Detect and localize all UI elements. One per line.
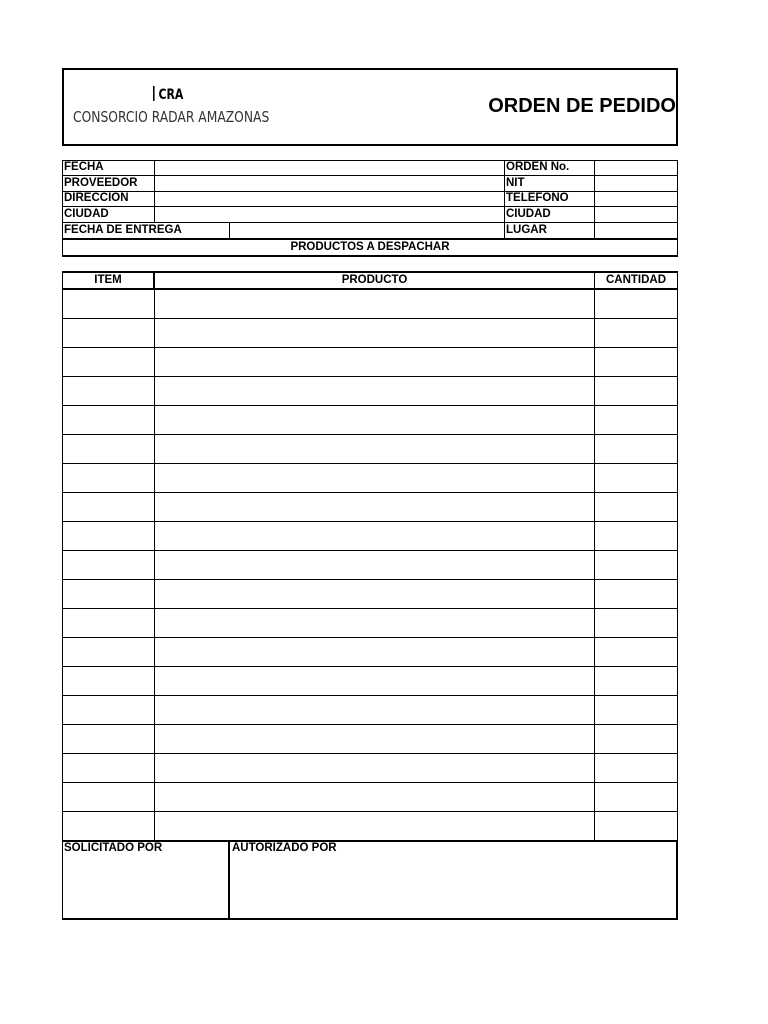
field-orden-no[interactable] bbox=[595, 161, 677, 175]
cell-cantidad[interactable] bbox=[595, 290, 677, 318]
cell-cantidad[interactable] bbox=[595, 551, 677, 579]
cell-producto[interactable] bbox=[155, 609, 594, 637]
cell-producto[interactable] bbox=[155, 638, 594, 666]
field-autorizado-por[interactable] bbox=[232, 858, 675, 916]
cell-cantidad[interactable] bbox=[595, 580, 677, 608]
cell-producto[interactable] bbox=[155, 493, 594, 521]
cell-item[interactable] bbox=[63, 464, 154, 492]
cell-item[interactable] bbox=[63, 493, 154, 521]
cell-item[interactable] bbox=[63, 754, 154, 782]
cell-producto[interactable] bbox=[155, 754, 594, 782]
label-direccion: DIRECCIÓN bbox=[64, 192, 129, 204]
field-direccion[interactable] bbox=[155, 192, 504, 206]
cell-cantidad[interactable] bbox=[595, 725, 677, 753]
field-fecha-entrega[interactable] bbox=[230, 223, 504, 238]
cell-producto[interactable] bbox=[155, 783, 594, 811]
field-solicitado-por[interactable] bbox=[64, 858, 227, 916]
cell-producto[interactable] bbox=[155, 696, 594, 724]
label-autorizado-por: AUTORIZADO POR bbox=[232, 842, 337, 854]
cell-item[interactable] bbox=[63, 609, 154, 637]
cell-producto[interactable] bbox=[155, 812, 594, 840]
field-nit[interactable] bbox=[595, 176, 677, 191]
cell-item[interactable] bbox=[63, 696, 154, 724]
cell-producto[interactable] bbox=[155, 319, 594, 347]
cell-cantidad[interactable] bbox=[595, 464, 677, 492]
cell-cantidad[interactable] bbox=[595, 348, 677, 376]
cell-cantidad[interactable] bbox=[595, 377, 677, 405]
field-ciudad[interactable] bbox=[155, 207, 504, 222]
cell-cantidad[interactable] bbox=[595, 696, 677, 724]
cell-producto[interactable] bbox=[155, 348, 594, 376]
cell-item[interactable] bbox=[63, 667, 154, 695]
label-nit: NIT bbox=[506, 177, 525, 189]
cell-item[interactable] bbox=[63, 406, 154, 434]
document-header bbox=[62, 68, 678, 146]
cell-producto[interactable] bbox=[155, 435, 594, 463]
label-lugar: LUGAR bbox=[506, 224, 547, 236]
cell-item[interactable] bbox=[63, 522, 154, 550]
cell-item[interactable] bbox=[63, 580, 154, 608]
company-name: CONSORCIO RADAR AMAZONAS bbox=[73, 108, 270, 126]
cell-cantidad[interactable] bbox=[595, 638, 677, 666]
section-title: PRODUCTOS A DESPACHAR bbox=[290, 241, 450, 253]
cell-cantidad[interactable] bbox=[595, 783, 677, 811]
cell-producto[interactable] bbox=[155, 551, 594, 579]
cell-item[interactable] bbox=[63, 812, 154, 840]
cell-item[interactable] bbox=[63, 551, 154, 579]
label-ciudad: CIUDAD bbox=[64, 208, 109, 220]
cell-item[interactable] bbox=[63, 290, 154, 318]
cell-item[interactable] bbox=[63, 783, 154, 811]
cell-producto[interactable] bbox=[155, 290, 594, 318]
company-logo bbox=[153, 86, 183, 103]
cell-producto[interactable] bbox=[155, 377, 594, 405]
cell-cantidad[interactable] bbox=[595, 609, 677, 637]
cell-producto[interactable] bbox=[155, 580, 594, 608]
document-title: ORDEN DE PEDIDO bbox=[488, 95, 676, 117]
cell-cantidad[interactable] bbox=[595, 522, 677, 550]
cell-item[interactable] bbox=[63, 725, 154, 753]
cell-item[interactable] bbox=[63, 319, 154, 347]
label-telefono: TELEFONO bbox=[506, 192, 569, 204]
label-orden-no: ORDEN No. bbox=[506, 161, 570, 173]
field-fecha[interactable] bbox=[155, 161, 504, 175]
field-telefono[interactable] bbox=[595, 192, 677, 206]
cell-cantidad[interactable] bbox=[595, 493, 677, 521]
cell-cantidad[interactable] bbox=[595, 667, 677, 695]
cell-producto[interactable] bbox=[155, 406, 594, 434]
cell-cantidad[interactable] bbox=[595, 754, 677, 782]
logo-text: CRA bbox=[158, 87, 184, 103]
label-ciudad-right: CIUDAD bbox=[506, 208, 551, 220]
cell-cantidad[interactable] bbox=[595, 812, 677, 840]
column-header-cantidad: CANTIDAD bbox=[605, 274, 667, 286]
cell-cantidad[interactable] bbox=[595, 435, 677, 463]
cell-item[interactable] bbox=[63, 377, 154, 405]
cell-item[interactable] bbox=[63, 638, 154, 666]
cell-cantidad[interactable] bbox=[595, 319, 677, 347]
label-solicitado-por: SOLICITADO POR bbox=[64, 842, 163, 854]
cell-producto[interactable] bbox=[155, 522, 594, 550]
column-header-producto: PRODUCTO bbox=[341, 274, 408, 286]
cell-cantidad[interactable] bbox=[595, 406, 677, 434]
cell-producto[interactable] bbox=[155, 725, 594, 753]
field-proveedor[interactable] bbox=[155, 176, 504, 191]
logo-bar-icon bbox=[153, 86, 155, 101]
field-lugar[interactable] bbox=[595, 223, 677, 238]
label-proveedor: PROVEEDOR bbox=[64, 177, 138, 189]
label-fecha: FECHA bbox=[64, 161, 104, 173]
field-ciudad-right[interactable] bbox=[595, 207, 677, 222]
label-fecha-entrega: FECHA DE ENTREGA bbox=[64, 224, 182, 236]
cell-item[interactable] bbox=[63, 435, 154, 463]
cell-producto[interactable] bbox=[155, 667, 594, 695]
cell-item[interactable] bbox=[63, 348, 154, 376]
column-header-item: ITEM bbox=[94, 274, 122, 286]
cell-producto[interactable] bbox=[155, 464, 594, 492]
